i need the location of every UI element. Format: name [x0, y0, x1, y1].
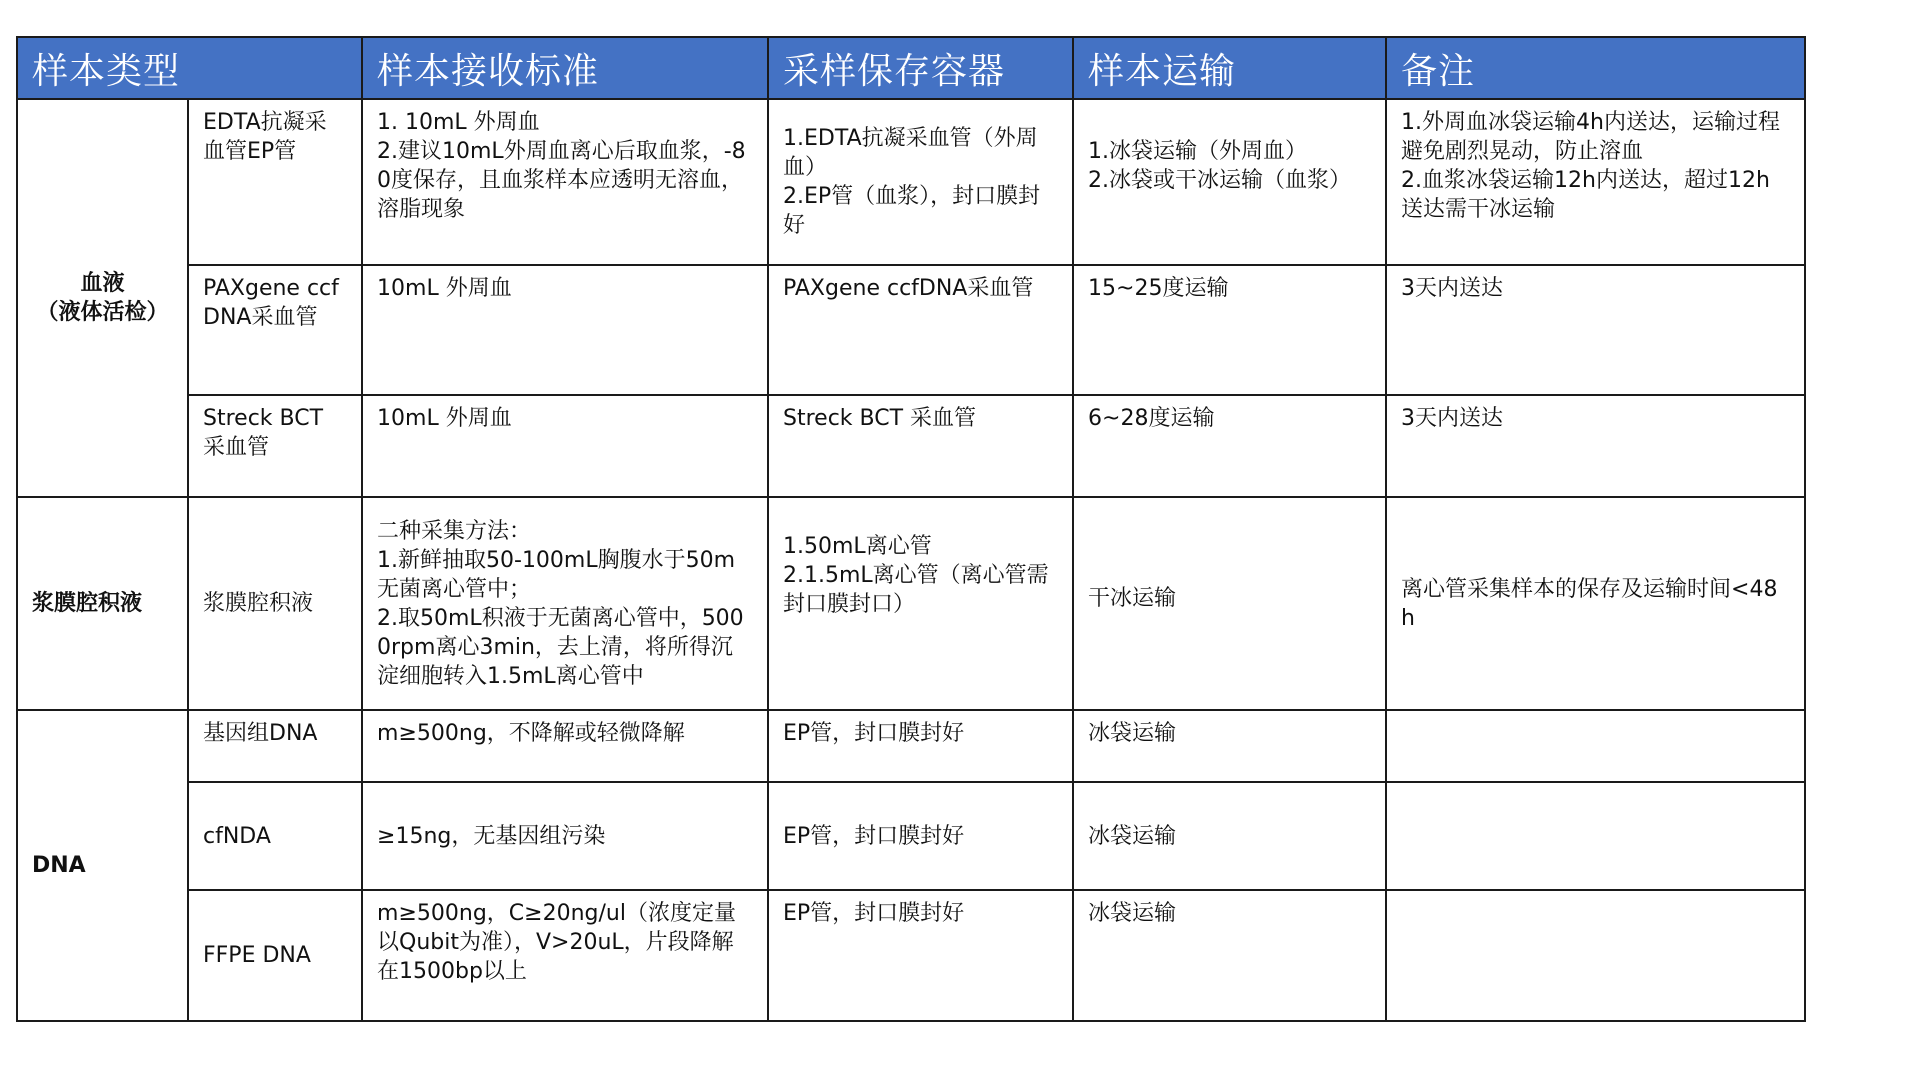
container-cell: EP管，封口膜封好: [768, 782, 1073, 890]
table-row: [17, 890, 1805, 1021]
table-row: [17, 99, 1805, 265]
table-row: [17, 497, 1805, 710]
standard-cell: ≥15ng，无基因组污染: [362, 782, 768, 890]
table-header-row: [17, 37, 1805, 99]
sample-requirements-table: [16, 36, 1806, 1022]
note-cell: 3天内送达: [1386, 265, 1805, 395]
group-cell-blood: [17, 99, 188, 497]
group-cell-serous: 浆膜腔积液: [17, 497, 188, 710]
table-row: [17, 710, 1805, 782]
transport-cell: 6~28度运输: [1073, 395, 1386, 497]
transport-cell: 干冰运输: [1073, 497, 1386, 710]
container-cell: EP管，封口膜封好: [768, 710, 1073, 782]
container-cell: Streck BCT 采血管: [768, 395, 1073, 497]
header-acceptance-standard: 样本接收标准: [362, 37, 768, 99]
container-cell: 1.50mL离心管 2.1.5mL离心管（离心管需封口膜封口）: [768, 497, 1073, 710]
subtype-cell: 浆膜腔积液: [188, 497, 362, 710]
note-cell: [1386, 782, 1805, 890]
header-container: 采样保存容器: [768, 37, 1073, 99]
header-transport: 样本运输: [1073, 37, 1386, 99]
group-blood-line1: 血液: [80, 271, 125, 296]
standard-cell: 1. 10mL 外周血 2.建议10mL外周血离心后取血浆，-80度保存，且血浆样本应透明无溶血，溶脂现象: [362, 99, 768, 265]
group-blood-line2: （液体活检）: [36, 300, 169, 325]
subtype-cell: EDTA抗凝采血管EP管: [188, 99, 362, 265]
subtype-cell: FFPE DNA: [188, 890, 362, 1021]
standard-cell: m≥500ng，不降解或轻微降解: [362, 710, 768, 782]
note-cell: [1386, 890, 1805, 1021]
standard-cell: m≥500ng，C≥20ng/ul（浓度定量以Qubit为准），V>20uL，片段降解在1500bp以上: [362, 890, 768, 1021]
header-sample-type: 样本类型: [17, 37, 362, 99]
standard-cell: 二种采集方法： 1.新鲜抽取50-100mL胸腹水于50m无菌离心管中； 2.取50mL积液于无菌离心管中，5000rpm离心3min，去上清，将所得沉淀细胞转入1.5mL离心管中: [362, 497, 768, 710]
subtype-cell: PAXgene ccfDNA采血管: [188, 265, 362, 395]
table-row: [17, 265, 1805, 395]
group-cell-dna: DNA: [17, 710, 188, 1021]
transport-cell: 1.冰袋运输（外周血） 2.冰袋或干冰运输（血浆）: [1073, 99, 1386, 265]
note-cell: 离心管采集样本的保存及运输时间<48h: [1386, 497, 1805, 710]
header-notes: 备注: [1386, 37, 1805, 99]
container-cell: EP管，封口膜封好: [768, 890, 1073, 1021]
container-cell: 1.EDTA抗凝采血管（外周血） 2.EP管（血浆），封口膜封好: [768, 99, 1073, 265]
transport-cell: 冰袋运输: [1073, 782, 1386, 890]
container-cell: PAXgene ccfDNA采血管: [768, 265, 1073, 395]
standard-cell: 10mL 外周血: [362, 265, 768, 395]
standard-cell: 10mL 外周血: [362, 395, 768, 497]
note-cell: [1386, 710, 1805, 782]
note-cell: 1.外周血冰袋运输4h内送达，运输过程避免剧烈晃动，防止溶血 2.血浆冰袋运输12h内送达，超过12h送达需干冰运输: [1386, 99, 1805, 265]
transport-cell: 冰袋运输: [1073, 710, 1386, 782]
subtype-cell: cfNDA: [188, 782, 362, 890]
table-row: [17, 395, 1805, 497]
subtype-cell: Streck BCT 采血管: [188, 395, 362, 497]
subtype-cell: 基因组DNA: [188, 710, 362, 782]
note-cell: 3天内送达: [1386, 395, 1805, 497]
transport-cell: 15~25度运输: [1073, 265, 1386, 395]
transport-cell: 冰袋运输: [1073, 890, 1386, 1021]
table-row: [17, 782, 1805, 890]
